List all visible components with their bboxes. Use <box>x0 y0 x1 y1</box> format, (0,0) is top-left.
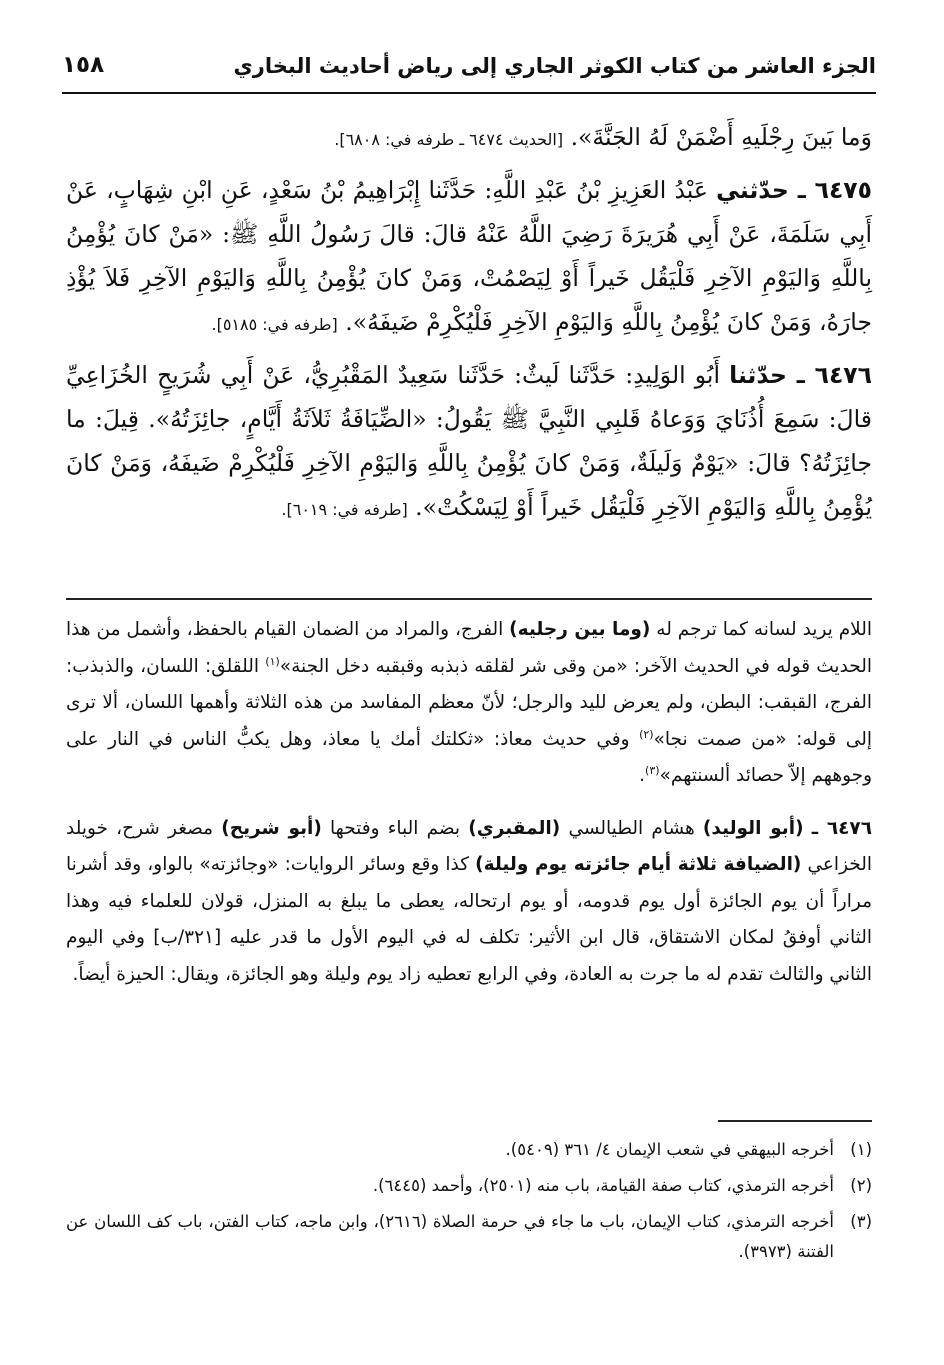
commentary-paragraph-1 <box>66 612 872 795</box>
commentary-bold-term: (المقبري) <box>468 817 561 839</box>
commentary-text: . <box>639 765 646 786</box>
footnote-item <box>66 1171 872 1201</box>
hadith-6476-reference: [طرفه في: ٦٠١٩]. <box>281 500 408 519</box>
footnote-text: أخرجه الترمذي، كتاب الإيمان، باب ما جاء في حرمة الصلاة (٢٦١٦)، وابن ماجه، كتاب الفتن، باب كف اللسان عن الفتنة (٣٩٧٣). <box>66 1212 834 1261</box>
hadith-6476-number: ٦٤٧٦ ـ حدّثنا <box>729 361 872 389</box>
continuation-text: وَما بَينَ رِجْلَيهِ أَضْمَنْ لَهُ الجَنَّةَ». <box>570 123 872 151</box>
commentary-text: اللام يريد لسانه كما ترجم له <box>656 619 872 640</box>
hadith-6475-text: عَبْدُ العَزِيزِ بْنُ عَبْدِ اللَّهِ: حَدَّثَنا إِبْرَاهِيمُ بْنُ سَعْدٍ، عَنِ ابْنِ شِهَابٍ، عَنْ أَبِي سَلَمَةَ، عَنْ أَبِي هُرَيرَةَ رَضِيَ اللَّهُ عَنْهُ قالَ: قالَ رَسُولُ اللَّهِ ﷺ: «مَنْ كانَ يُؤْمِنُ بِاللَّهِ وَاليَوْمِ الآخِرِ فَلْيَقُل خَيراً أَوْ لِيَصْمُتْ، وَمَنْ كانَ يُؤْمِنُ بِاللَّهِ وَاليَوْمِ الآخِرِ فَلاَ يُؤْذِ جارَهُ، وَمَنْ كانَ يُؤْمِنُ بِاللَّهِ وَاليَوْمِ الآخِرِ فَلْيُكْرِمْ ضَيفَهُ». <box>66 176 872 336</box>
hadith-6476-text: أَبُو الوَلِيدِ: حَدَّثَنا لَيثٌ: حَدَّثَنا سَعِيدٌ المَقْبُرِيُّ، عَنْ أَبِي شُرَيحٍ الخُزَاعِيِّ قالَ: سَمِعَ أُذُنَايَ وَوَعاهُ قَلبِي النَّبِيَّ ﷺ يَقُولُ: «الضِّيَافَةُ ثَلاَثَةُ أَيَّامٍ، جائِزَتُهُ». قِيلَ: ما جائِزَتُهُ؟ قالَ: «يَوْمٌ وَلَيلَةٌ، وَمَنْ كانَ يُؤْمِنُ بِاللَّهِ وَاليَوْمِ الآخِرِ فَلْيُكْرِمْ ضَيفَهُ، وَمَنْ كانَ يُؤْمِنُ بِاللَّهِ وَاليَوْمِ الآخِرِ فَلْيَقُل خَيراً أَوْ لِيَسْكُتْ». <box>66 361 872 521</box>
hadith-text-block <box>66 115 872 538</box>
commentary-bold-term: (أبو الوليد) <box>702 817 804 839</box>
hadith-6475-reference: [طرفه في: ٥١٨٥]. <box>211 315 338 334</box>
commentary-number: ٦٤٧٦ ـ <box>811 817 872 839</box>
hadith-continuation <box>66 115 872 162</box>
footnote-marker[interactable]: (١) <box>265 654 280 668</box>
commentary-block <box>66 612 872 993</box>
commentary-bold-term: (أبو شريح) <box>221 817 322 839</box>
commentary-text: هشام الطيالسي <box>568 817 695 839</box>
hadith-6475 <box>66 168 872 347</box>
page-number: ١٥٨ <box>62 52 105 78</box>
hadith-6475-number: ٦٤٧٥ ـ حدّثني <box>716 176 872 204</box>
commentary-paragraph-2 <box>66 811 872 994</box>
footnote-marker[interactable]: (٣) <box>645 763 660 777</box>
commentary-text: الفرج، والمراد من الضمان القيام بالحفظ، وأشمل من هذا الحديث قوله في الحديث الآخر: «من وقى شر لقلقه ذبذبه وقبقبه دخل الجنة» <box>66 619 873 677</box>
running-title: الجزء العاشر من كتاب الكوثر الجاري إلى رياض أحاديث البخاري <box>233 54 876 78</box>
hadith-6476 <box>66 353 872 532</box>
footnote-item <box>66 1135 872 1165</box>
page-header <box>62 52 876 78</box>
footnote-item <box>66 1207 872 1267</box>
commentary-bold-term: (الضيافة ثلاثة أيام جائزته يوم وليلة) <box>475 854 802 875</box>
footnote-number: (٢) <box>850 1176 872 1195</box>
commentary-separator <box>66 598 872 600</box>
commentary-text: كذا وقع وسائر الروايات: «وجائزته» بالواو، وقد أشرنا مراراً أن يوم الجائزة أول يوم قدومه، أو يوم ارتحاله، يعطى ما يبلغ به المنزل، قولان للعلماء فيه وهذا الثاني أوفقُ لمكان الاشتقاق، قال ابن الأثير: تكلف له في اليوم الأول ما قدر عليه [٣٢١/ب] وفي اليوم الثاني والثالث تقدم له ما جرت به العادة، وفي الرابع تعطيه زاد يوم وليلة وهو الجائزة، ويقال: الحيزة أيضاً. <box>66 854 872 985</box>
commentary-text: وفي حديث معاذ: «ثكلتك أمك يا معاذ، وهل يكبُّ الناس في النار على وجوههم إلاّ حصائد ألسنتهم» <box>66 728 872 786</box>
footnote-number: (١) <box>850 1140 872 1159</box>
footnote-marker[interactable]: (٢) <box>639 727 654 741</box>
footnotes <box>66 1135 872 1273</box>
header-rule <box>62 92 876 94</box>
commentary-text: اللقلق: اللسان، والذبذب: الفرج، القبقب: البطن، ولم يعرض لليد والرجل؛ لأنّ معظم المفاسد من هذه الثلاثة وأهمها اللسان، ألا ترى إلى قوله: «من صمت نجا» <box>66 655 872 750</box>
commentary-text: بضم الباء وفتحها <box>330 817 461 839</box>
footnote-separator <box>718 1120 872 1122</box>
footnote-number: (٣) <box>850 1212 872 1231</box>
footnote-text: أخرجه الترمذي، كتاب صفة القيامة، باب منه (٢٥٠١)، وأحمد (٦٤٤٥). <box>372 1176 834 1195</box>
commentary-bold-term: (وما بين رجليه) <box>509 619 651 640</box>
commentary-text: مصغر شرح، خويلد الخزاعي <box>66 817 872 875</box>
footnote-text: أخرجه البيهقي في شعب الإيمان ٤/ ٣٦١ (٥٤٠٩). <box>505 1140 834 1159</box>
continuation-reference: [الحديث ٦٤٧٤ ـ طرفه في: ٦٨٠٨]. <box>334 130 564 149</box>
